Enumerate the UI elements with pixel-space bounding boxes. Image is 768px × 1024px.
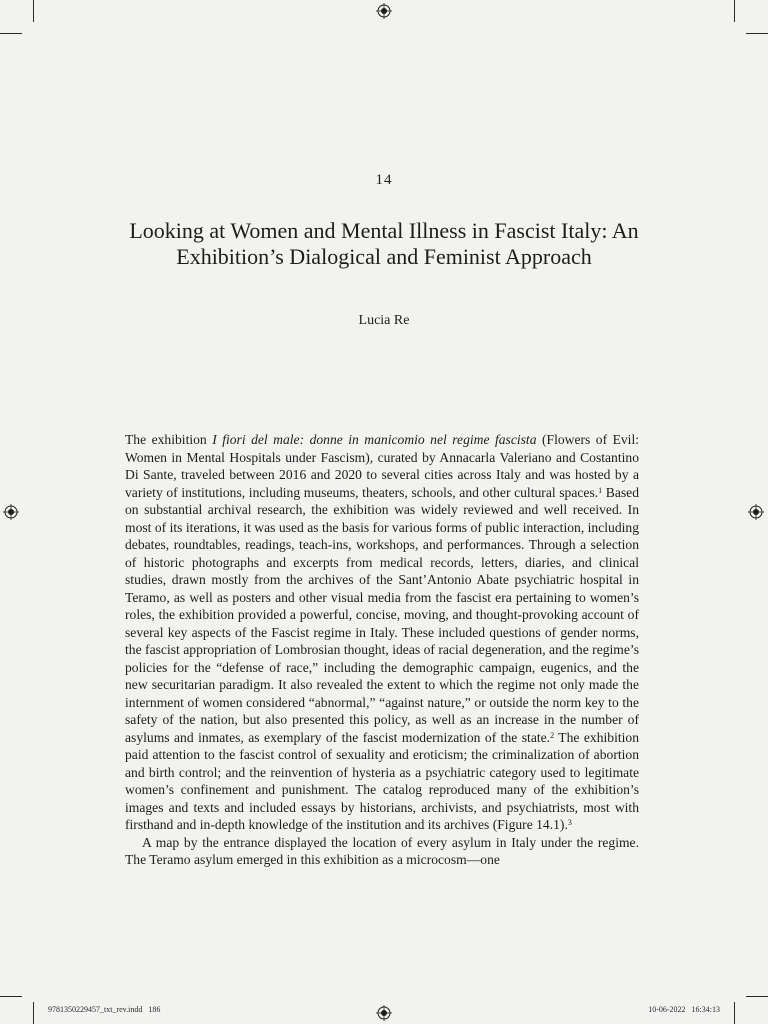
paragraph-text: Based on substantial archival research, the exhibition was widely reviewed and well received. In most of its iterations, it was used as the basis for various forms of public interaction, including debates, roundtables, readings, teach-ins, workshops, and performances. Through a selection of historic photographs and excerpts from medical records, letters, diaries, and clinical studies, drawn mostly from the archives of the Sant’Antonio Abate psychiatric hospital in Teramo, as well as posters and other visual media from the fascist era pertaining to women’s roles, the exhibition provided a powerful, concise, moving, and thought-provoking account of several key aspects of the Fascist regime in Italy. These included questions of gender norms, the fascist appropriation of Lombrosian thought, ideas of racial degeneration, and the regime’s policies for the “defense of race,” including the demographic campaign, eugenics, and the new securitarian paradigm. It also revealed the extent to which the regime not only made the internment of women considered “abnormal,” “against nature,” or outside the norm key to the safety of the nation, but also presented this policy, as well as an increase in the number of asylums and inmates, as exemplary of the fascist modernization of the state. [125,484,639,745]
paragraph [125,431,639,834]
footnote-ref[interactable]: 3 [567,818,572,827]
registration-mark-icon [376,1005,392,1021]
crop-mark-bottom-left [33,1002,34,1024]
registration-mark-icon [3,504,19,520]
crop-mark-top-left [33,0,34,22]
paragraph-text: (Flowers of Evil: Women in Mental Hospitals under Fascism), curated by Annacarla Valeriano and Costantino Di Sante, traveled between 2016 and 2020 to several cities across Italy and was hosted by a variety of institutions, including museums, theaters, schools, and other cultural spaces. [125,432,640,500]
chapter-title: Looking at Women and Mental Illness in Fascist Italy: An Exhibition’s Dialogical and Feminist Approach [129,218,639,269]
crop-mark-top-left-h [0,33,22,34]
exhibition-title: I fiori del male: donne in manicomio nel regime fascista [212,432,537,447]
paragraph: A map by the entrance displayed the location of every asylum in Italy under the regime. The Teramo asylum emerged in this exhibition as a microcosm—one [125,834,639,867]
footnote-ref[interactable]: 2 [550,730,555,740]
chapter-number: 14 [375,172,393,188]
paragraph-text: The exhibition [125,432,213,447]
footnote-ref[interactable]: 1 [598,485,603,495]
crop-mark-bottom-right-h [746,996,768,997]
slug-datetime: 10-06-2022 16:34:13 [648,1005,720,1014]
crop-mark-bottom-left-h [0,996,22,997]
crop-mark-top-right-h [746,33,768,34]
registration-mark-icon [748,504,764,520]
paragraph-text: The exhibition paid attention to the fascist control of sexuality and eroticism; the criminalization of abortion and birth control; and the reinvention of hysteria as a psychiatric category used to legitimate women’s confinement and punishment. The catalog reproduced many of the exhibition’s images and texts and included essays by historians, archivists, and psychiatrists, most with firsthand and in-depth knowledge of the institution and its archives (Figure 14.1). [125,729,640,832]
body-text [125,431,639,869]
crop-mark-bottom-right [734,1002,735,1024]
slug-filename: 9781350229457_txt_rev.indd 186 [48,1005,161,1014]
registration-mark-icon [376,3,392,19]
chapter-author: Lucia Re [358,313,410,328]
crop-mark-top-right [734,0,735,22]
